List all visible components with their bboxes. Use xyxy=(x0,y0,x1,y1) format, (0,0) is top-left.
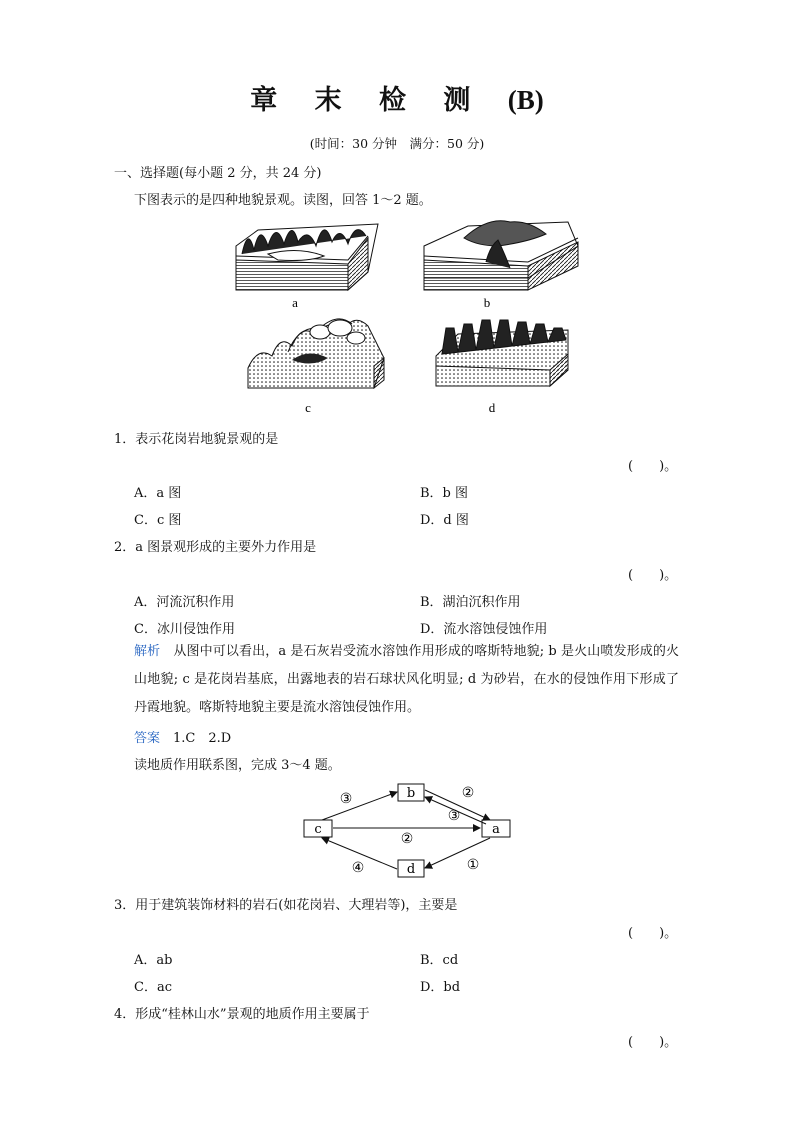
landform-d-image xyxy=(436,320,568,386)
landform-b-label: b xyxy=(483,295,491,310)
question-2-stem: 2．a 图景观形成的主要外力作用是 xyxy=(114,540,317,555)
answer-label: 答案 xyxy=(134,731,161,746)
answer-block xyxy=(134,727,231,746)
question-2-answer-blank: ( )。 xyxy=(628,568,678,583)
edge-label-b-a: ② xyxy=(461,785,475,801)
question-3-answer-blank: ( )。 xyxy=(628,926,678,941)
intro-text-1: 下图表示的是四种地貌景观。读图，回答 1～2 题。 xyxy=(134,193,432,208)
arrow-a-to-d xyxy=(425,838,490,868)
geology-cycle-diagram xyxy=(300,780,520,882)
edge-label-a-d: ① xyxy=(466,857,480,873)
node-b-label: b xyxy=(406,786,416,801)
question-4-stem: 4．形成“桂林山水”景观的地质作用主要属于 xyxy=(114,1007,370,1022)
question-3-stem: 3．用于建筑装饰材料的岩石(如花岗岩、大理岩等)，主要是 xyxy=(114,898,458,913)
question-3-option-c: C．ac xyxy=(134,980,172,995)
arrow-c-to-b xyxy=(322,792,397,820)
question-3-option-b: B．cd xyxy=(420,953,459,968)
section-heading: 一、选择题(每小题 2 分，共 24 分) xyxy=(114,166,322,181)
node-c-label: c xyxy=(314,822,322,837)
page-title: 章 末 检 测 (B) xyxy=(250,85,544,116)
question-1-option-c: C．c 图 xyxy=(134,513,182,528)
question-2-option-a: A．河流沉积作用 xyxy=(134,595,235,610)
explanation-label: 解析 xyxy=(134,644,161,659)
question-1-answer-blank: ( )。 xyxy=(628,459,678,474)
exam-meta: (时间：30 分钟 满分：50 分) xyxy=(309,136,485,151)
explanation-text: 从图中可以看出，a 是石灰岩受流水溶蚀作用形成的喀斯特地貌; b 是火山喷发形成的火山地貌; c 是花岗岩基底，出露地表的岩石球状风化明显; d 为砂岩，在水的侵蚀作用下形成了丹霞地貌。喀斯特地貌主要是流水溶蚀侵蚀作用。 xyxy=(134,644,679,715)
question-3-option-a: A．ab xyxy=(134,953,173,968)
landform-d-label: d xyxy=(488,400,496,415)
landform-c-label: c xyxy=(305,400,311,415)
landform-figure xyxy=(228,216,588,422)
node-a-label: a xyxy=(492,822,500,837)
question-4-answer-blank: ( )。 xyxy=(628,1035,678,1050)
landform-b-image xyxy=(424,221,578,290)
answer-text: 1.C 2.D xyxy=(173,731,232,746)
edge-label-c-b: ③ xyxy=(339,791,353,807)
question-1-option-a: A．a 图 xyxy=(134,486,182,501)
question-2-option-b: B．湖泊沉积作用 xyxy=(420,595,521,610)
explanation-block xyxy=(134,638,679,722)
edge-label-d-c: ④ xyxy=(351,860,365,876)
question-3-option-d: D．bd xyxy=(420,980,461,995)
landform-a-label: a xyxy=(292,295,298,310)
edge-label-a-b: ③ xyxy=(447,808,461,824)
landform-a-image xyxy=(236,224,378,290)
landform-c-image xyxy=(248,319,384,388)
intro-text-2: 读地质作用联系图，完成 3～4 题。 xyxy=(134,758,341,773)
question-1-option-b: B．b 图 xyxy=(420,486,469,501)
question-2-option-d: D．流水溶蚀侵蚀作用 xyxy=(420,622,548,637)
node-d-label: d xyxy=(406,862,416,877)
question-1-stem: 1．表示花岗岩地貌景观的是 xyxy=(114,432,279,447)
question-2-option-c: C．冰川侵蚀作用 xyxy=(134,622,235,637)
edge-label-c-a: ② xyxy=(400,831,414,847)
question-1-option-d: D．d 图 xyxy=(420,513,469,528)
